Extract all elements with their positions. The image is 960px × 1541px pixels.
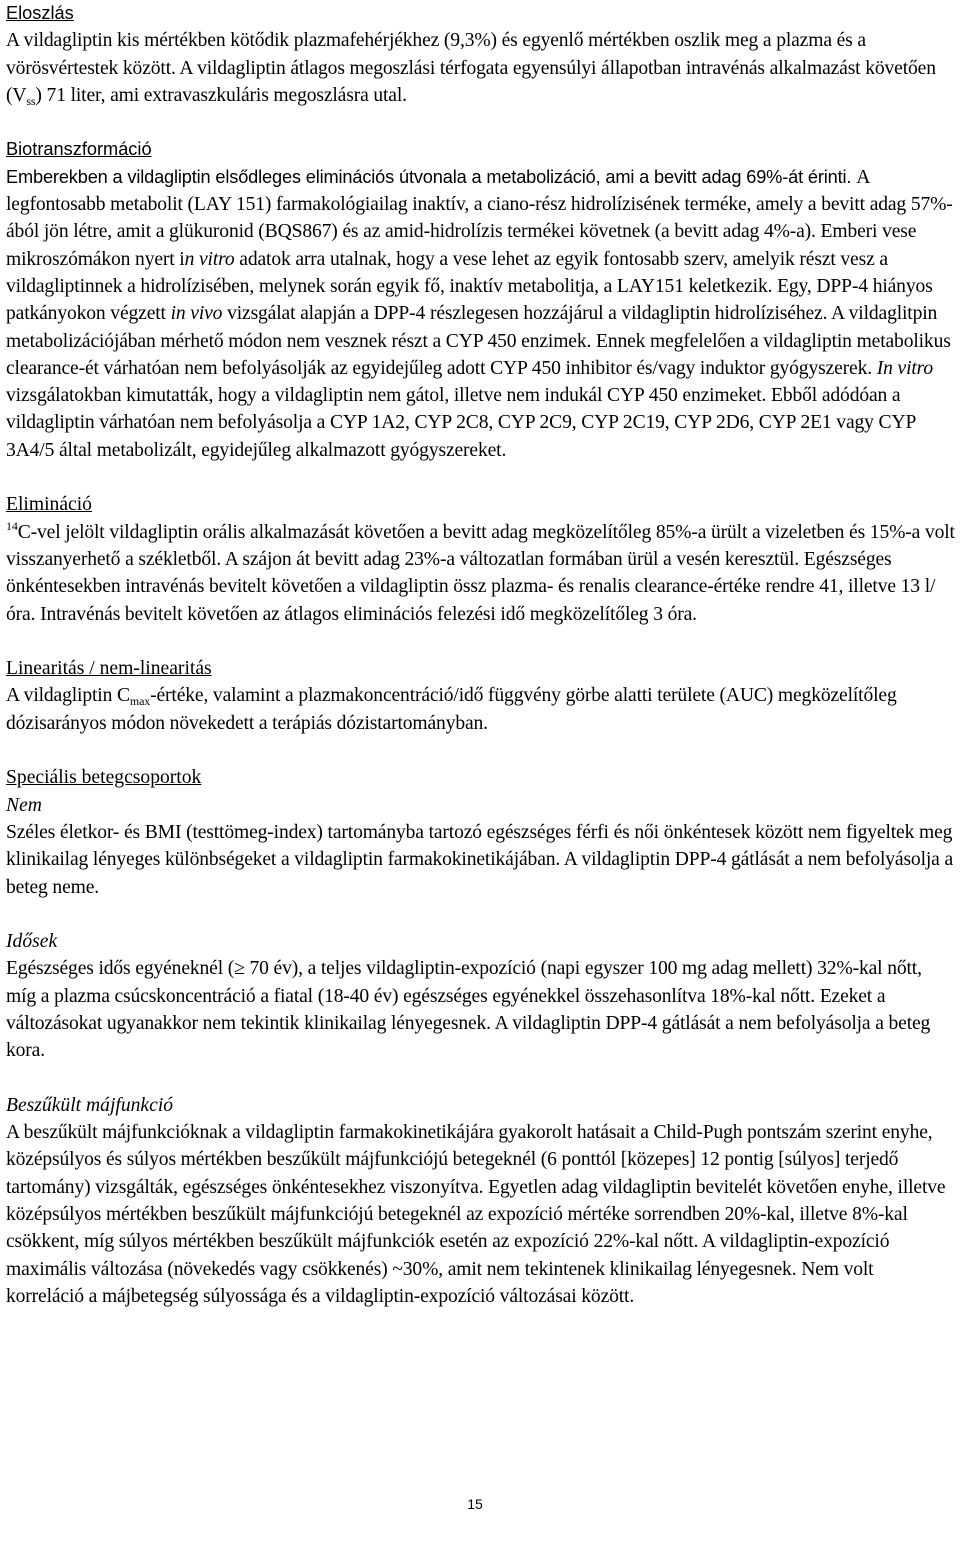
elderly-text-a: Egészséges idős egyéneknél ( bbox=[6, 958, 235, 980]
subheading-hepatic: Beszűkült májfunkció bbox=[6, 1094, 174, 1116]
elderly-text-b: 70 év), a teljes vildagliptin-expozíció (napi egyszer 100 mg adag mellett) 32%-kal nőtt, míg a plazma csúcskoncentráció a fiatal (18-40 év) egészséges egyénekkel összehasonlítva 18%-kal nőtt. Ezeket a változásokat ugyanakkor nem tekintik klinikailag lényegesnek. A vildagliptin DPP-4 gátlását a nem befolyásolja a beteg kora. bbox=[6, 958, 931, 1062]
spacer bbox=[6, 901, 956, 928]
section-heading-elimination: Elimináció bbox=[6, 494, 92, 516]
section-elimination bbox=[6, 491, 956, 627]
spacer bbox=[6, 737, 956, 764]
c14-superscript: 14 bbox=[6, 518, 18, 533]
cmax-subscript: max bbox=[129, 694, 151, 709]
linearity-paragraph bbox=[6, 682, 956, 737]
subheading-gender: Nem bbox=[6, 794, 42, 816]
vss-subscript: ss bbox=[26, 93, 36, 108]
section-heading-linearity: Linearitás / nem-linearitás bbox=[6, 658, 212, 680]
section-linearity bbox=[6, 655, 956, 737]
elimination-text: C-vel jelölt vildagliptin orális alkalmazását követően a bevitt adag megközelítőleg 85%-a ürült a vizeletben és 15%-a volt visszanyerhető a székletből. A szájon át bevitt adag 23%-a változatlan formában ürül a vesén keresztül. Egészséges önkéntesekben intravénás bevitelt követően a vildagliptin össz plazma- és renalis clearance-értéke rendre 41, illetve 13 l/óra. Intravénás bevitelt követően az átlagos eliminációs felezési idő megközelítőleg 3 óra. bbox=[6, 521, 955, 625]
biotransformation-text-2: A legfontosabb metabolit (LAY 151) farmakológiailag inaktív, a ciano-rész hidrolízisének terméke, amely a bevitt adag 57%-ából jön létre, amit a glükuronid (BQS867) és az amid-hidrolízis termékei követnek (a bevitt adag 4%-a). Emberi vese mikroszómákon nyert i bbox=[6, 166, 953, 270]
gender-paragraph: Széles életkor- és BMI (testtömeg-index) tartományba tartozó egészséges férfi és női önkéntesek között nem figyeltek meg klinikailag lényeges különbségeket a vildagliptin farmakokinetikájában. A vildagliptin DPP-4 gátlását a nem befolyásolja a beteg neme. bbox=[6, 821, 953, 898]
biotransformation-italic-1: n vitro bbox=[184, 248, 235, 270]
distribution-paragraph bbox=[6, 27, 956, 109]
section-heading-biotransformation: Biotranszformáció bbox=[6, 139, 152, 160]
distribution-text-b: ) 71 liter, ami extravaszkuláris megoszlásra utal. bbox=[35, 84, 407, 106]
linearity-text-a: A vildagliptin C bbox=[6, 685, 130, 707]
spacer bbox=[6, 1065, 956, 1092]
biotransformation-italic-3: In vitro bbox=[876, 357, 934, 379]
elderly-paragraph bbox=[6, 955, 956, 1064]
section-distribution bbox=[6, 0, 956, 109]
distribution-text-a: A vildagliptin kis mértékben kötődik plazmafehérjékhez (9,3%) és egyenlő mértékben oszlik meg a plazma és a vörösvértestek között. A vildagliptin átlagos megoszlási térfogata egyensúlyi állapotban intravénás alkalmazást követően (V bbox=[6, 30, 936, 106]
spacer bbox=[6, 464, 956, 491]
greater-equal-symbol: ≥ bbox=[234, 958, 245, 980]
subheading-elderly: Idősek bbox=[6, 931, 58, 953]
biotransformation-text-1: Emberekben a vildagliptin elsődleges eliminációs útvonala a metabolizáció, ami a bevitt adag 69%-át érinti. bbox=[6, 166, 857, 187]
document-page bbox=[6, 0, 956, 1310]
elimination-paragraph bbox=[6, 519, 956, 628]
biotransformation-italic-2: in vivo bbox=[170, 303, 223, 325]
biotransformation-paragraph bbox=[6, 164, 956, 464]
page-number: 15 bbox=[467, 1496, 483, 1512]
linearity-text-b: -értéke, valamint a plazmakoncentráció/idő függvény görbe alatti területe (AUC) megközelítőleg dózisarányos módon növekedett a terápiás dózistartományban. bbox=[6, 685, 897, 734]
biotransformation-text-4: vizsgálat alapján a DPP-4 részlegesen hozzájárul a vildagliptin hidrolíziséhez. A vildaglitpin metabolizációjában mérhető módon nem vesznek részt a CYP 450 enzimek. Ennek megfelelően a vildagliptin metabolikus clearance-ét várhatóan nem befolyásolják az egyidejűleg adott CYP 450 inhibitor és/vagy induktor gyógyszerek. bbox=[6, 303, 951, 379]
biotransformation-text-3: adatok arra utalnak, hogy a vese lehet az egyik fontosabb szerv, amelyik részt vesz a vildagliptinnek a hidrolízisében, melynek során egyik fő, inaktív metabolitja, a LAY151 keletkezik. Egy, DPP-4 hiányos patkányokon végzett bbox=[6, 248, 933, 325]
spacer bbox=[6, 109, 956, 136]
section-heading-special-populations: Speciális betegcsoportok bbox=[6, 767, 202, 789]
section-heading-distribution: Eloszlás bbox=[6, 3, 74, 23]
section-special-populations bbox=[6, 764, 956, 1310]
biotransformation-text-5: vizsgálatokban kimutatták, hogy a vildagliptin nem gátol, illetve nem indukál CYP 450 enzimeket. Ebből adódóan a vildagliptin várhatóan nem befolyásolja a CYP 1A2, CYP 2C8, CYP 2C9, CYP 2C19, CYP 2D6, CYP 2E1 vagy CYP 3A4/5 által metabolizált, egyidejűleg alkalmazott gyógyszereket. bbox=[6, 385, 916, 461]
spacer bbox=[6, 628, 956, 655]
hepatic-paragraph: A beszűkült májfunkcióknak a vildagliptin farmakokinetikájára gyakorolt hatásait a Child-Pugh pontszám szerint enyhe, középsúlyos és súlyos mértékben beszűkült májfunkciójú betegeknél (6 ponttól [közepes] 12 pontig [súlyos] terjedő tartomány) vizsgálták, egészséges önkéntesekhez viszonyítva. Egyetlen adag vildagliptin bevitelét követően enyhe, illetve középsúlyos mértékben beszűkült májfunkciójú betegeknél az expozíció mértéke sorrendben 20%-kal, illetve 8%-kal csökkent, míg súlyos mértékben beszűkült májfunkciók esetén az expozíció 22%-kal nőtt. A vildagliptin-expozíció maximális változása (növekedés vagy csökkenés) ~30%, amit nem tekintenek klinikailag lényegesnek. Nem volt korreláció a májbetegség súlyossága és a vildagliptin-expozíció változásai között. bbox=[6, 1122, 946, 1307]
section-biotransformation bbox=[6, 136, 956, 464]
